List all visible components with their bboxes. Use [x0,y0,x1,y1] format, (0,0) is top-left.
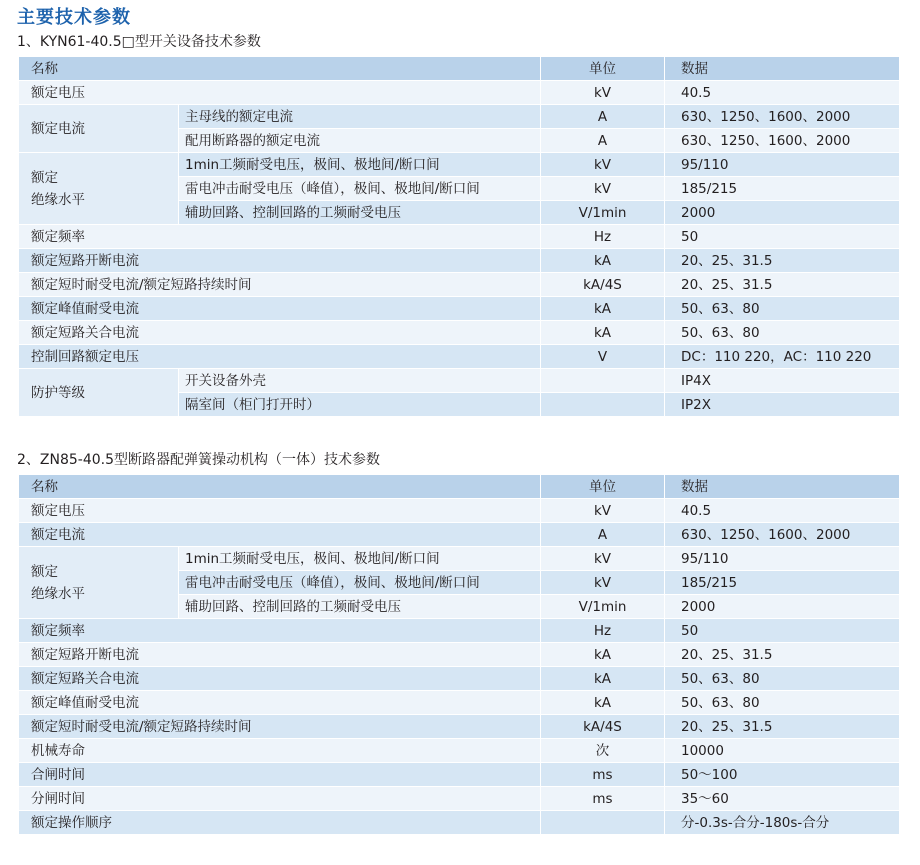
row-unit [541,369,665,393]
row-value: 50、63、80 [665,691,900,715]
row-unit: kV [541,177,665,201]
table-row [19,153,900,177]
zn85-spec-table [18,474,900,835]
row-name: 合闸时间 [19,763,541,787]
group-line-2: 绝缘水平 [31,585,85,602]
header-name: 名称 [19,57,541,81]
row-unit: kV [541,153,665,177]
row-unit [541,811,665,835]
row-name: 额定峰值耐受电流 [19,691,541,715]
table-header-row [19,57,900,81]
row-unit: kA/4S [541,273,665,297]
header-unit: 单位 [541,475,665,499]
section2-heading: 2、ZN85-40.5型断路器配弹簧操动机构（一体）技术参数 [17,452,381,468]
row-name: 额定峰值耐受电流 [19,297,541,321]
row-unit: A [541,129,665,153]
row-unit: kV [541,547,665,571]
table-row [19,643,900,667]
row-value: 分-0.3s-合分-180s-合分 [665,811,900,835]
row-sub-name: 1min工频耐受电压，极间、极地间/断口间 [179,153,541,177]
row-sub-name: 主母线的额定电流 [179,105,541,129]
row-sub-name: 雷电冲击耐受电压（峰值），极间、极地间/断口间 [179,177,541,201]
row-unit: A [541,523,665,547]
row-name: 额定短路关合电流 [19,667,541,691]
row-unit: ms [541,763,665,787]
row-sub-name: 雷电冲击耐受电压（峰值），极间、极地间/断口间 [179,571,541,595]
row-name: 额定电压 [19,81,541,105]
row-sub-name: 辅助回路、控制回路的工频耐受电压 [179,595,541,619]
row-value: 40.5 [665,499,900,523]
row-unit [541,393,665,417]
table-row [19,345,900,369]
row-unit: kA/4S [541,715,665,739]
row-value: 35～60 [665,787,900,811]
row-unit: kA [541,249,665,273]
table-row [19,321,900,345]
row-sub-name: 开关设备外壳 [179,369,541,393]
row-value: 2000 [665,595,900,619]
row-name: 分闸时间 [19,787,541,811]
table-row [19,691,900,715]
row-unit: V [541,345,665,369]
row-unit: kV [541,571,665,595]
row-value: 40.5 [665,81,900,105]
table-row [19,81,900,105]
row-value: 185/215 [665,177,900,201]
row-group-name: 额定电流 [19,105,179,153]
row-unit: V/1min [541,595,665,619]
row-group-name [19,547,179,619]
table-row [19,667,900,691]
row-value: 20、25、31.5 [665,643,900,667]
row-value: 50、63、80 [665,667,900,691]
row-unit: A [541,105,665,129]
table-header-row [19,475,900,499]
row-name: 额定短路关合电流 [19,321,541,345]
kyn61-spec-table [18,56,900,417]
row-value: 2000 [665,201,900,225]
row-unit: 次 [541,739,665,763]
row-group-name: 防护等级 [19,369,179,417]
group-line-1: 额定 [31,563,58,580]
row-name: 控制回路额定电压 [19,345,541,369]
table-row [19,105,900,129]
row-value: 50 [665,619,900,643]
row-unit: kA [541,667,665,691]
row-value: 20、25、31.5 [665,715,900,739]
page-title: 主要技术参数 [17,7,131,28]
row-unit: kA [541,297,665,321]
table-row [19,787,900,811]
table-row [19,547,900,571]
row-value: 185/215 [665,571,900,595]
table-row [19,249,900,273]
row-unit: kV [541,81,665,105]
row-value: 20、25、31.5 [665,273,900,297]
row-unit: Hz [541,225,665,249]
row-group-name [19,153,179,225]
row-name: 额定电压 [19,499,541,523]
row-sub-name: 配用断路器的额定电流 [179,129,541,153]
group-line-2: 绝缘水平 [31,191,85,208]
row-sub-name: 辅助回路、控制回路的工频耐受电压 [179,201,541,225]
table-row [19,523,900,547]
row-name: 额定操作顺序 [19,811,541,835]
row-name: 额定频率 [19,225,541,249]
row-unit: kA [541,643,665,667]
row-name: 额定短时耐受电流/额定短路持续时间 [19,273,541,297]
row-name: 机械寿命 [19,739,541,763]
row-value: 50～100 [665,763,900,787]
row-sub-name: 1min工频耐受电压，极间、极地间/断口间 [179,547,541,571]
header-value: 数据 [665,57,900,81]
table-row [19,619,900,643]
row-value: 95/110 [665,547,900,571]
table-row [19,763,900,787]
row-name: 额定频率 [19,619,541,643]
table-row [19,225,900,249]
row-name: 额定电流 [19,523,541,547]
header-unit: 单位 [541,57,665,81]
row-name: 额定短路开断电流 [19,643,541,667]
table-row [19,499,900,523]
row-name: 额定短时耐受电流/额定短路持续时间 [19,715,541,739]
table-row [19,811,900,835]
table-row [19,739,900,763]
section1-heading: 1、KYN61-40.5□型开关设备技术参数 [17,34,261,50]
row-value: 50、63、80 [665,297,900,321]
row-unit: ms [541,787,665,811]
table-row [19,715,900,739]
row-value: 50、63、80 [665,321,900,345]
row-value: 95/110 [665,153,900,177]
row-unit: kA [541,691,665,715]
group-line-1: 额定 [31,169,58,186]
table-row [19,273,900,297]
row-value: IP4X [665,369,900,393]
row-name: 额定短路开断电流 [19,249,541,273]
row-value: 10000 [665,739,900,763]
row-unit: V/1min [541,201,665,225]
row-value: 630、1250、1600、2000 [665,105,900,129]
row-value: 630、1250、1600、2000 [665,523,900,547]
row-unit: Hz [541,619,665,643]
row-value: 20、25、31.5 [665,249,900,273]
row-value: 630、1250、1600、2000 [665,129,900,153]
row-value: DC：110 220，AC：110 220 [665,345,900,369]
row-sub-name: 隔室间（柜门打开时） [179,393,541,417]
header-name: 名称 [19,475,541,499]
row-unit: kV [541,499,665,523]
row-unit: kA [541,321,665,345]
header-value: 数据 [665,475,900,499]
table-row [19,369,900,393]
row-value: IP2X [665,393,900,417]
table-row [19,297,900,321]
row-value: 50 [665,225,900,249]
